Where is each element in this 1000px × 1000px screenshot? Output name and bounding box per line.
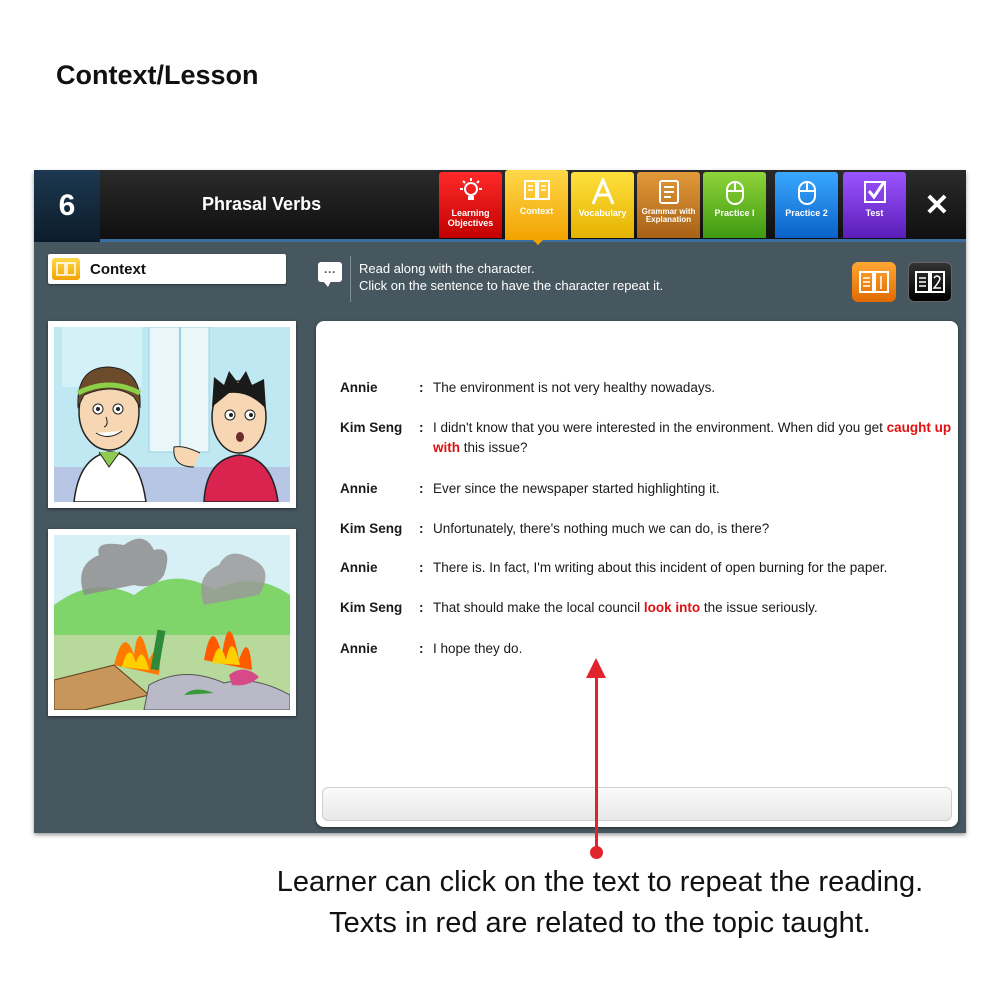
instructions [359, 260, 663, 294]
speaker-name: Kim Seng [340, 521, 403, 536]
instruction-line: Click on the sentence to have the character repeat it. [359, 278, 664, 293]
speaker-name: Annie [340, 380, 378, 395]
dialogue-text-part: There is. In fact, I'm writing about this incident of open burning for the paper. [433, 560, 888, 575]
speaker-name: Kim Seng [340, 420, 403, 435]
book-icon [523, 178, 551, 202]
context-header-label: Context [90, 261, 146, 278]
dialogue-text-part: the issue seriously. [700, 600, 818, 615]
tab-label: Vocabulary [578, 208, 627, 218]
reading-progress-bar [322, 787, 952, 821]
speaker-name: Annie [340, 641, 378, 656]
dialogue-text[interactable] [433, 598, 953, 618]
tab-label: Grammar with Explanation [641, 207, 696, 224]
tab-label: Context [519, 206, 554, 216]
book-2-button[interactable] [908, 262, 952, 302]
mouse-icon [797, 178, 817, 206]
annotation-caption [200, 862, 1000, 944]
dialogue-text-part: The environment is not very healthy nowadays. [433, 380, 716, 395]
tab-grammar[interactable] [637, 172, 700, 238]
dialogue-panel [316, 321, 958, 827]
tab-vocabulary[interactable] [571, 172, 634, 238]
tab-practice-2[interactable] [775, 172, 838, 238]
speaker-colon: : [419, 521, 424, 536]
speech-bubble-icon: ··· [318, 262, 342, 282]
tab-label: Practice 2 [785, 208, 828, 218]
annotation-arrowhead [586, 658, 606, 678]
document-icon [658, 179, 680, 205]
annie-and-kim-seng-image [54, 327, 290, 502]
unit-title: Phrasal Verbs [202, 194, 322, 214]
dialogue-text[interactable] [433, 418, 953, 458]
speaker-colon: : [419, 420, 424, 435]
tab-label: Test [865, 208, 884, 218]
close-icon: ✕ [924, 188, 950, 222]
phrasal-verb-highlight: look into [643, 600, 701, 615]
speaker-name: Annie [340, 560, 378, 575]
slide-title: Context/Lesson [56, 60, 259, 90]
instruction-line: Read along with the character. [359, 261, 535, 276]
speaker-colon: : [419, 481, 424, 496]
dialogue-text-part: Unfortunately, there's nothing much we can do, is there? [433, 521, 770, 536]
lightbulb-icon [458, 178, 484, 206]
tab-label: Practice I [714, 208, 755, 218]
dialogue-text-part: I didn't know that you were interested in the environment. When did you get [433, 420, 887, 435]
speaker-name: Kim Seng [340, 600, 403, 615]
context-section-header [48, 254, 286, 284]
dialogue-text[interactable] [433, 378, 953, 398]
speaker-colon: : [419, 600, 424, 615]
open-burning-image [54, 535, 290, 710]
mouse-icon [725, 178, 745, 206]
book-1-button[interactable] [852, 262, 896, 302]
tab-test[interactable] [843, 172, 906, 238]
annotation-arrow-line [595, 676, 598, 852]
caption-line: Texts in red are related to the topic taught. [329, 907, 871, 939]
letter-a-icon [590, 178, 616, 206]
lesson-app-window [34, 170, 966, 833]
dialogue-text-part: Ever since the newspaper started highlighting it. [433, 481, 720, 496]
checkbox-icon [862, 178, 888, 206]
active-tab-pointer [531, 238, 545, 245]
close-button[interactable] [914, 182, 960, 228]
dialogue-text-part: this issue? [460, 440, 528, 455]
speaker-colon: : [419, 560, 424, 575]
divider [350, 256, 351, 302]
annotation-arrow-dot [590, 846, 603, 859]
book-2-icon [914, 269, 946, 295]
tab-practice-1[interactable] [703, 172, 766, 238]
top-navigation-bar [34, 170, 966, 242]
characters-illustration [48, 321, 296, 508]
dialogue-text-part: That should make the local council [433, 600, 644, 615]
dialogue-text[interactable] [433, 558, 953, 578]
speaker-name: Annie [340, 481, 378, 496]
unit-number: 6 [34, 170, 100, 242]
speaker-colon: : [419, 641, 424, 656]
tab-label: Learning Objectives [447, 208, 494, 228]
book-icon [52, 258, 80, 280]
phrasal-verb-highlight: caught up with [433, 420, 952, 455]
dialogue-text[interactable] [433, 519, 953, 539]
caption-line: Learner can click on the text to repeat the reading. [276, 866, 924, 898]
tab-context[interactable] [505, 170, 568, 240]
open-burning-illustration [48, 529, 296, 716]
book-1-icon [858, 269, 890, 295]
tab-learning-objectives[interactable] [439, 172, 502, 238]
dialogue-text[interactable] [433, 479, 953, 499]
dialogue-text-part: I hope they do. [433, 641, 523, 656]
dialogue-text[interactable] [433, 639, 953, 659]
speaker-colon: : [419, 380, 424, 395]
